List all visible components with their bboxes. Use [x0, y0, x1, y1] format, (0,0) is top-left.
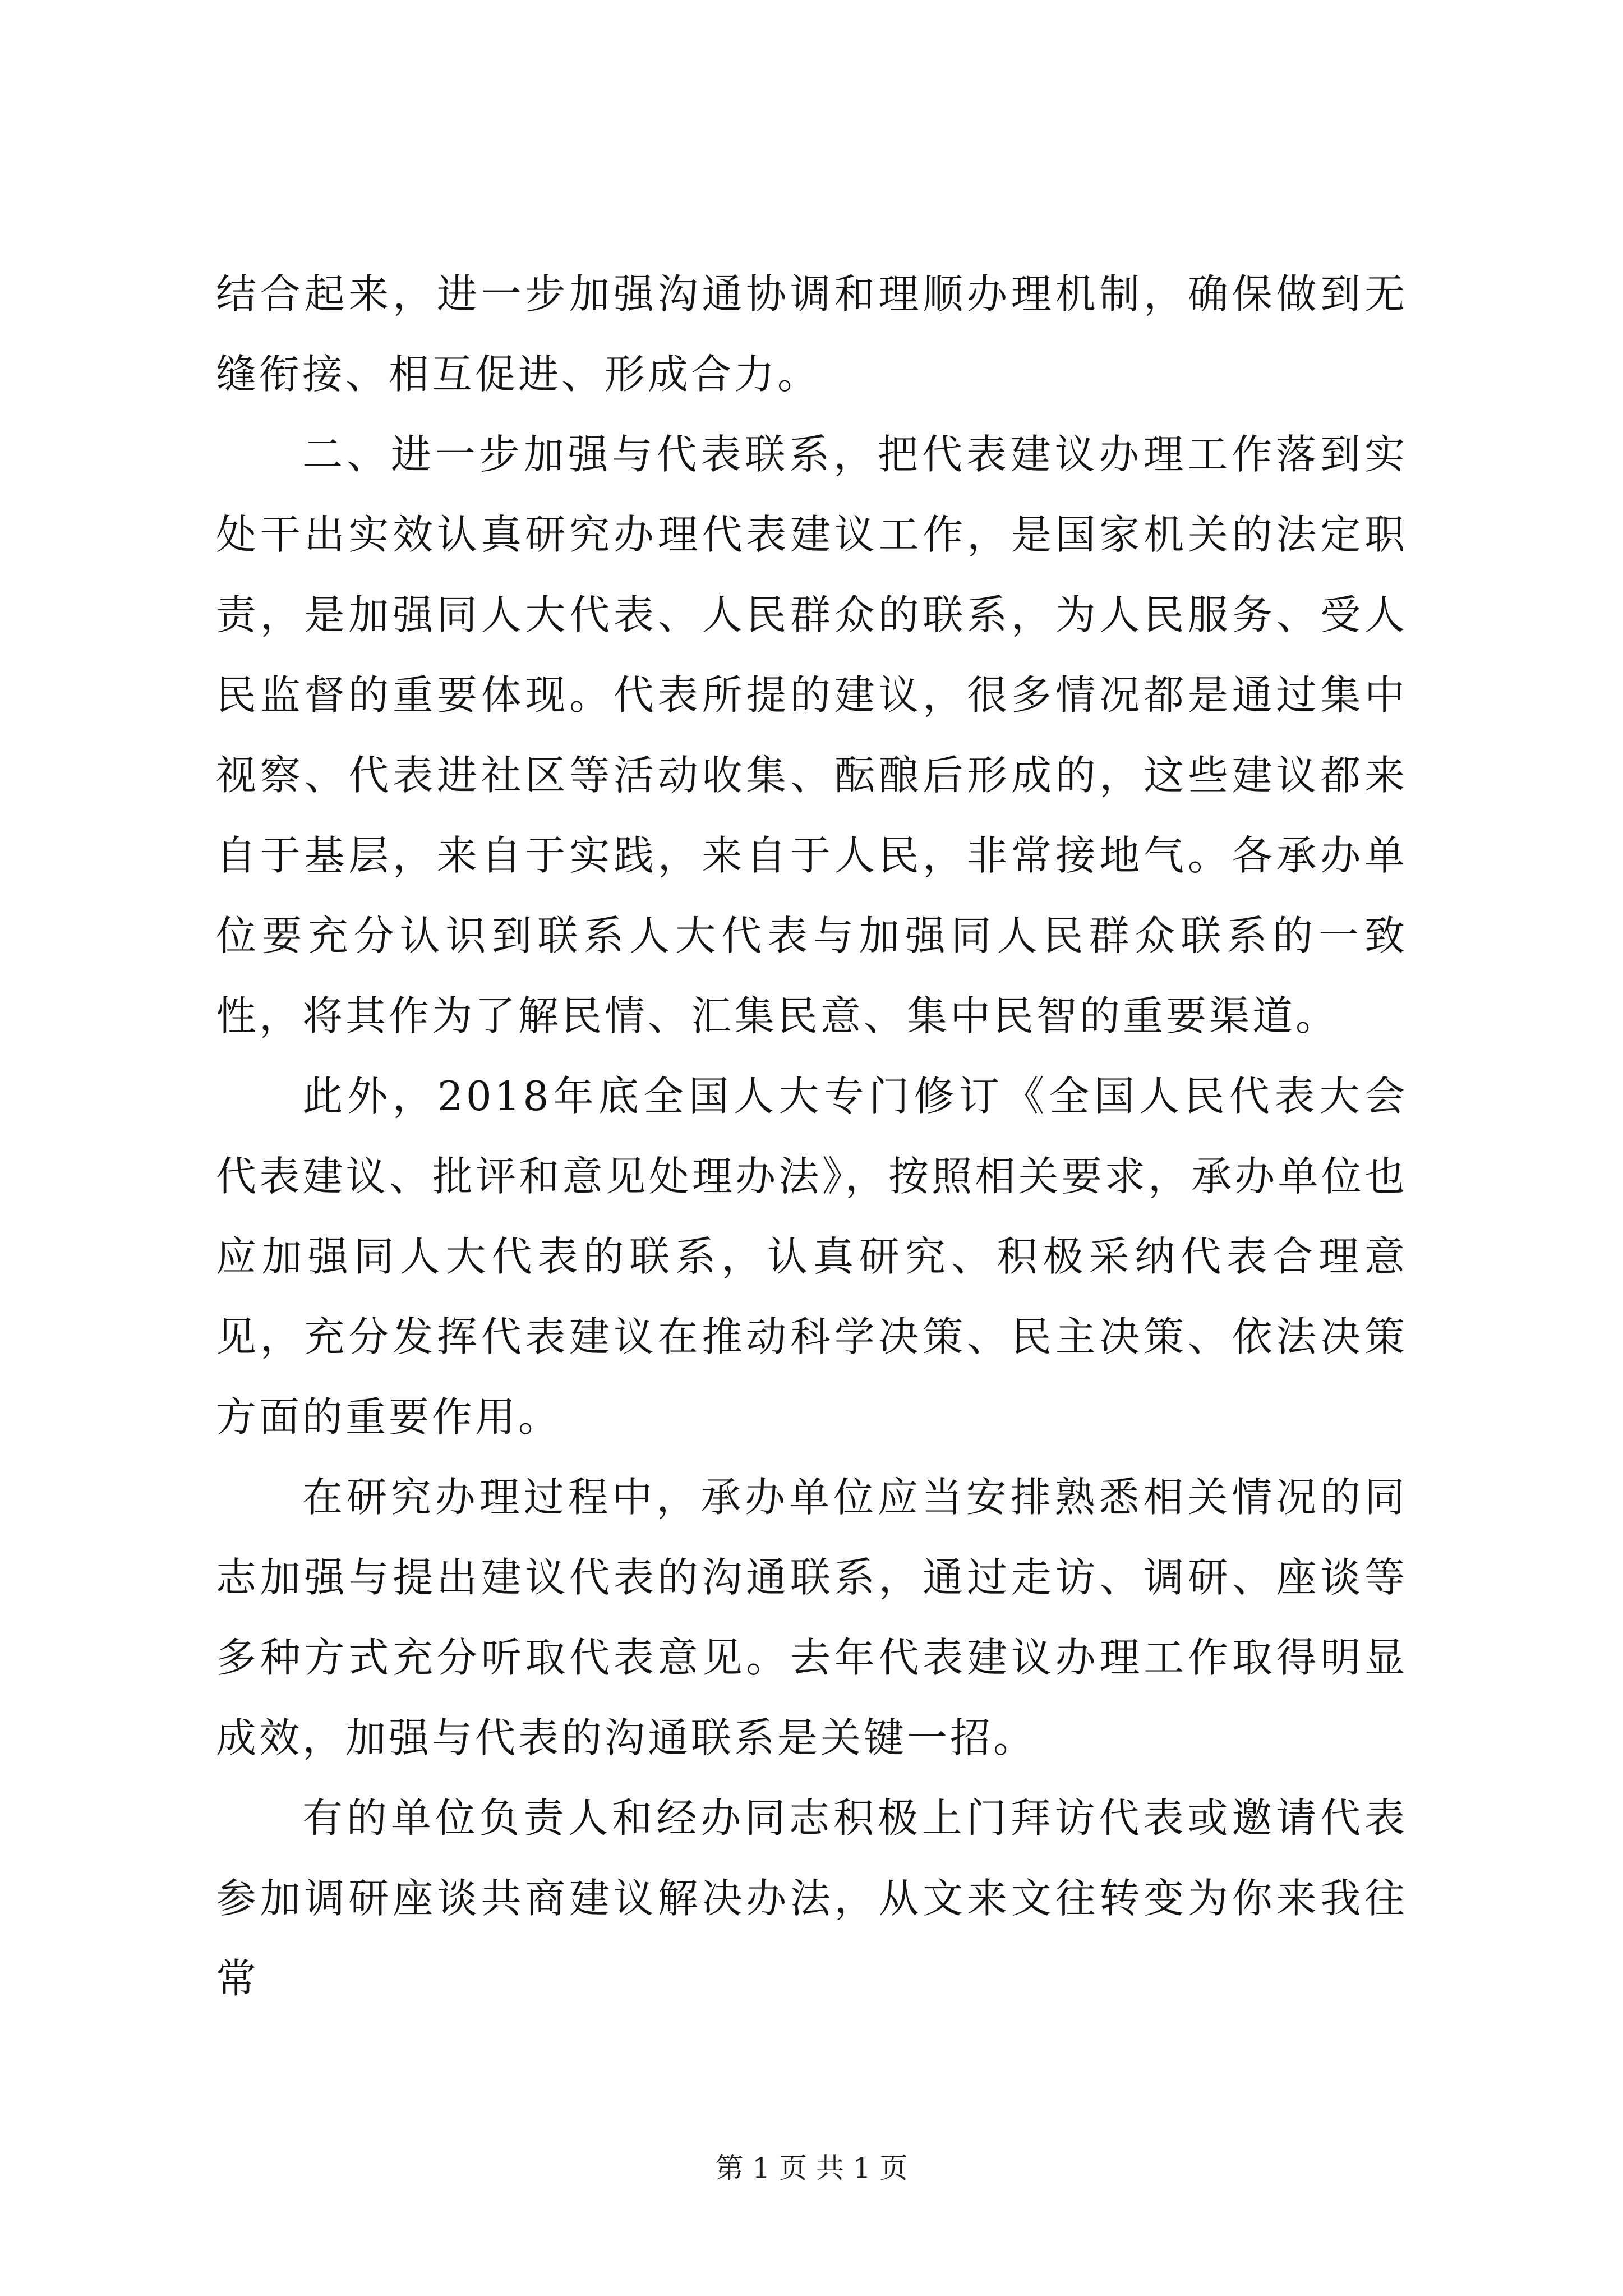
paragraph-4: 在研究办理过程中，承办单位应当安排熟悉相关情况的同志加强与提出建议代表的沟通联系，通过走访、调研、座谈等多种方式充分听取代表意见。去年代表建议办理工作取得明显成效，加强与代表的沟通联系是关键一招。: [216, 1474, 1408, 1761]
paragraph-5: 有的单位负责人和经办同志积极上门拜访代表或邀请代表参加调研座谈共商建议解决办法，从文来文往转变为你来我往常: [216, 1795, 1408, 2002]
page-footer: 第 1 页 共 1 页: [715, 2152, 908, 2184]
document-body: [216, 254, 1408, 2019]
paragraph-2: 二、进一步加强与代表联系，把代表建议办理工作落到实处干出实效认真研究办理代表建议工作，是国家机关的法定职责，是加强同人大代表、人民群众的联系，为人民服务、受人民监督的重要体现。代表所提的建议，很多情况都是通过集中视察、代表进社区等活动收集、酝酿后形成的，这些建议都来自于基层，来自于实践，来自于人民，非常接地气。各承办单位要充分认识到联系人大代表与加强同人民群众联系的一致性，将其作为了解民情、汇集民意、集中民智的重要渠道。: [216, 431, 1408, 1039]
paragraph-3: 此外，2018年底全国人大专门修订《全国人民代表大会代表建议、批评和意见处理办法》，按照相关要求，承办单位也应加强同人大代表的联系，认真研究、积极采纳代表合理意见，充分发挥代表建议在推动科学决策、民主决策、依法决策方面的重要作用。: [216, 1073, 1408, 1441]
paragraph-1: 结合起来，进一步加强沟通协调和理顺办理机制，确保做到无缝衔接、相互促进、形成合力。: [216, 270, 1408, 398]
